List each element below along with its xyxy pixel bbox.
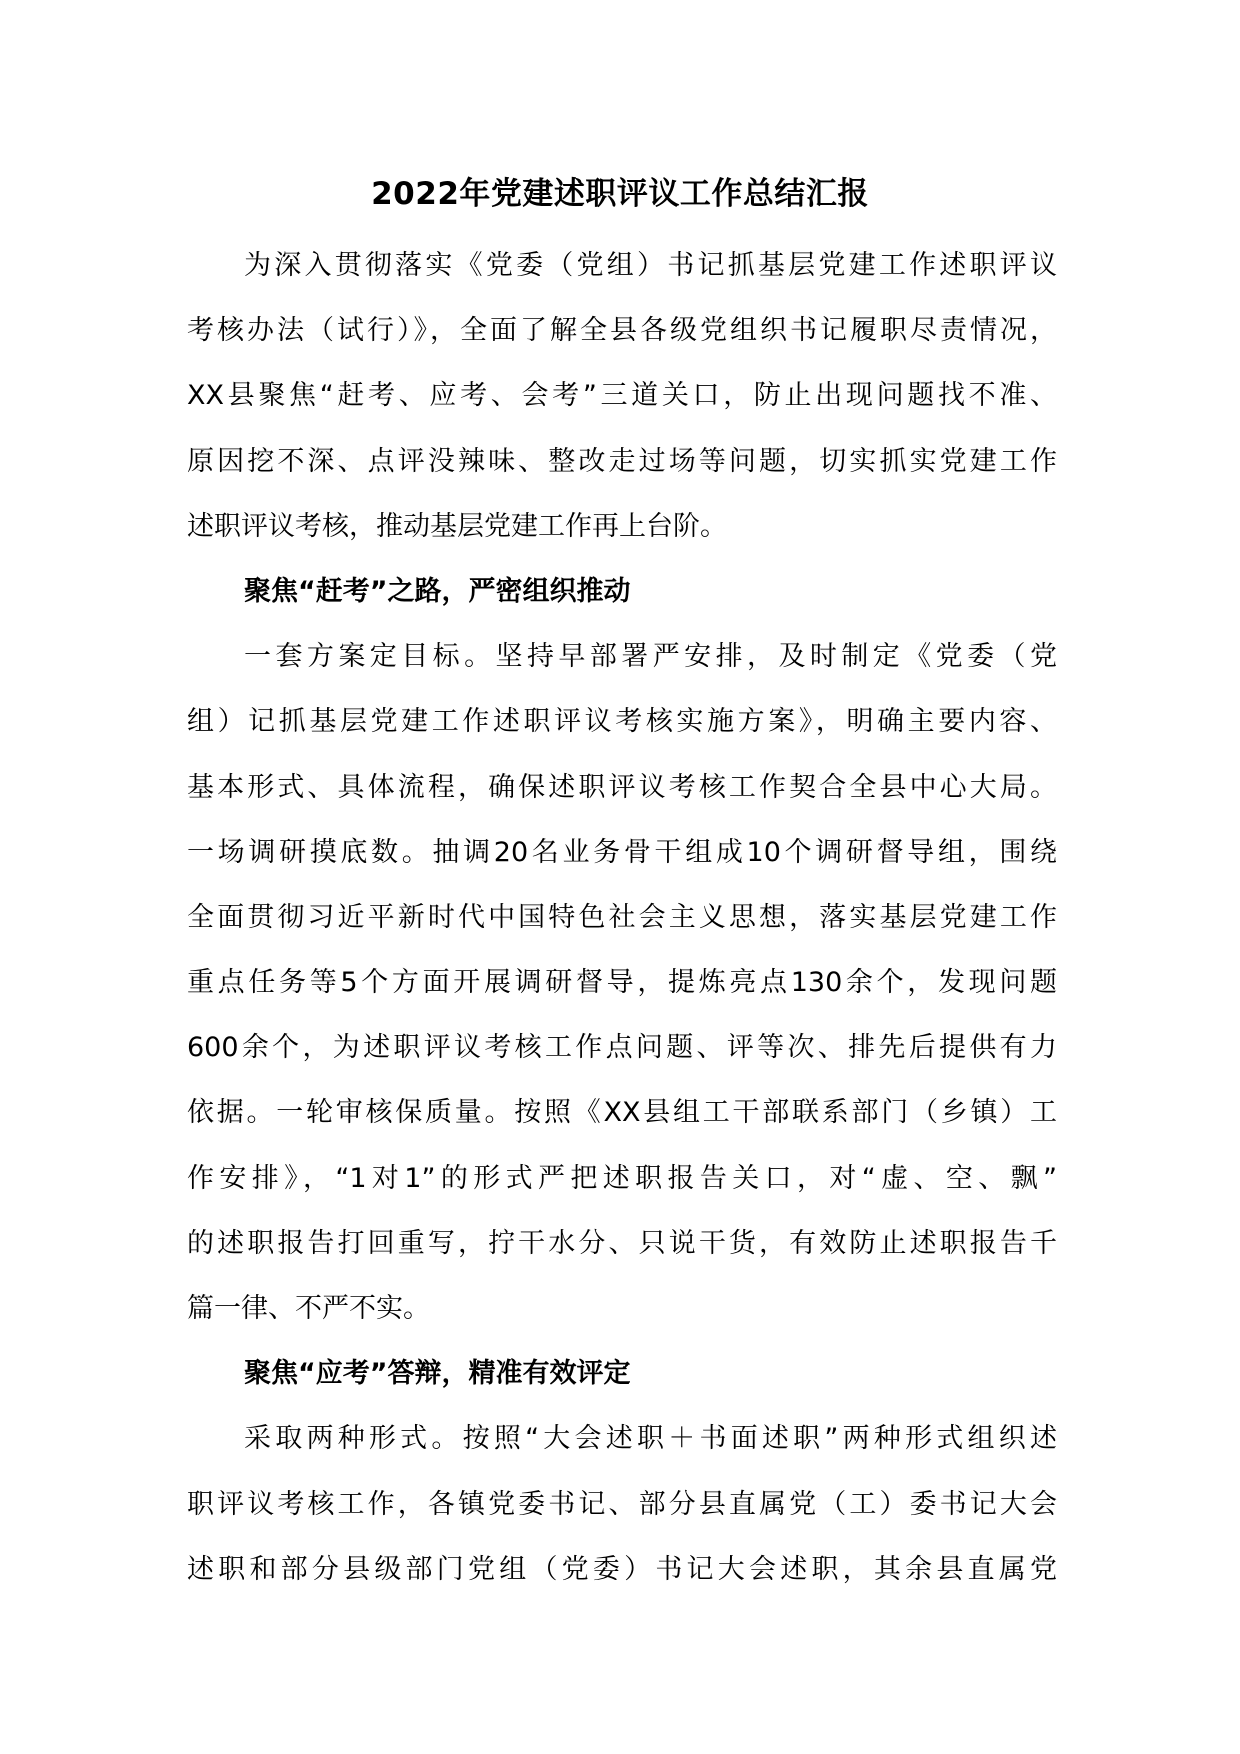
text-line: 重点任务等5个方面开展调研督导，提炼亮点130余个，发现问题	[187, 967, 1057, 999]
section-heading-gankao	[187, 559, 1057, 624]
document-body	[187, 233, 1057, 1602]
text-line: 作安排》，“1对1”的形式严把述职报告关口，对“虚、空、飘”	[187, 1162, 1057, 1194]
section-heading-yingkao	[187, 1341, 1057, 1406]
text-line: 述职评议考核，推动基层党建工作再上台阶。	[187, 510, 727, 542]
text-line: 一场调研摸底数。抽调20名业务骨干组成10个调研督导组，围绕	[187, 836, 1057, 868]
heading-line: 聚焦“应考”答辩，精准有效评定	[244, 1358, 631, 1390]
text-line: 篇一律、不严不实。	[187, 1293, 430, 1324]
text-line: 组）记抓基层党建工作述职评议考核实施方案》，明确主要内容、	[187, 706, 1057, 738]
heading-line: 聚焦“赶考”之路，严密组织推动	[244, 575, 631, 607]
text-line: 述职和部分县级部门党组（党委）书记大会述职，其余县直属党	[187, 1553, 1057, 1585]
text-line: 基本形式、具体流程，确保述职评议考核工作契合全县中心大局。	[187, 771, 1057, 803]
text-line: 全面贯彻习近平新时代中国特色社会主义思想，落实基层党建工作	[187, 901, 1057, 933]
text-line: 的述职报告打回重写，拧干水分、只说干货，有效防止述职报告千	[187, 1227, 1057, 1259]
text-line: 考核办法（试行）》，全面了解全县各级党组织书记履职尽责情况，	[187, 315, 1057, 347]
text-line: XX县聚焦“赶考、应考、会考”三道关口，防止出现问题找不准、	[187, 380, 1057, 412]
paragraph-intro	[187, 233, 1057, 559]
text-line: 为深入贯彻落实《党委（党组）书记抓基层党建工作述职评议	[244, 250, 1057, 281]
text-line: 一套方案定目标。坚持早部署严安排，及时制定《党委（党	[244, 641, 1057, 673]
paragraph-yingkao	[187, 1406, 1057, 1602]
text-line: 依据。一轮审核保质量。按照《XX县组工干部联系部门（乡镇）工	[187, 1097, 1057, 1129]
paragraph-gankao	[187, 624, 1057, 1341]
document-title: 2022年党建述职评议工作总结汇报	[371, 176, 869, 212]
text-line: 职评议考核工作，各镇党委书记、部分县直属党（工）委书记大会	[187, 1488, 1057, 1520]
text-line: 600余个，为述职评议考核工作点问题、评等次、排先后提供有力	[187, 1032, 1057, 1064]
text-line: 原因挖不深、点评没辣味、整改走过场等问题，切实抓实党建工作	[187, 445, 1057, 477]
text-line: 采取两种形式。按照“大会述职＋书面述职”两种形式组织述	[244, 1423, 1057, 1455]
